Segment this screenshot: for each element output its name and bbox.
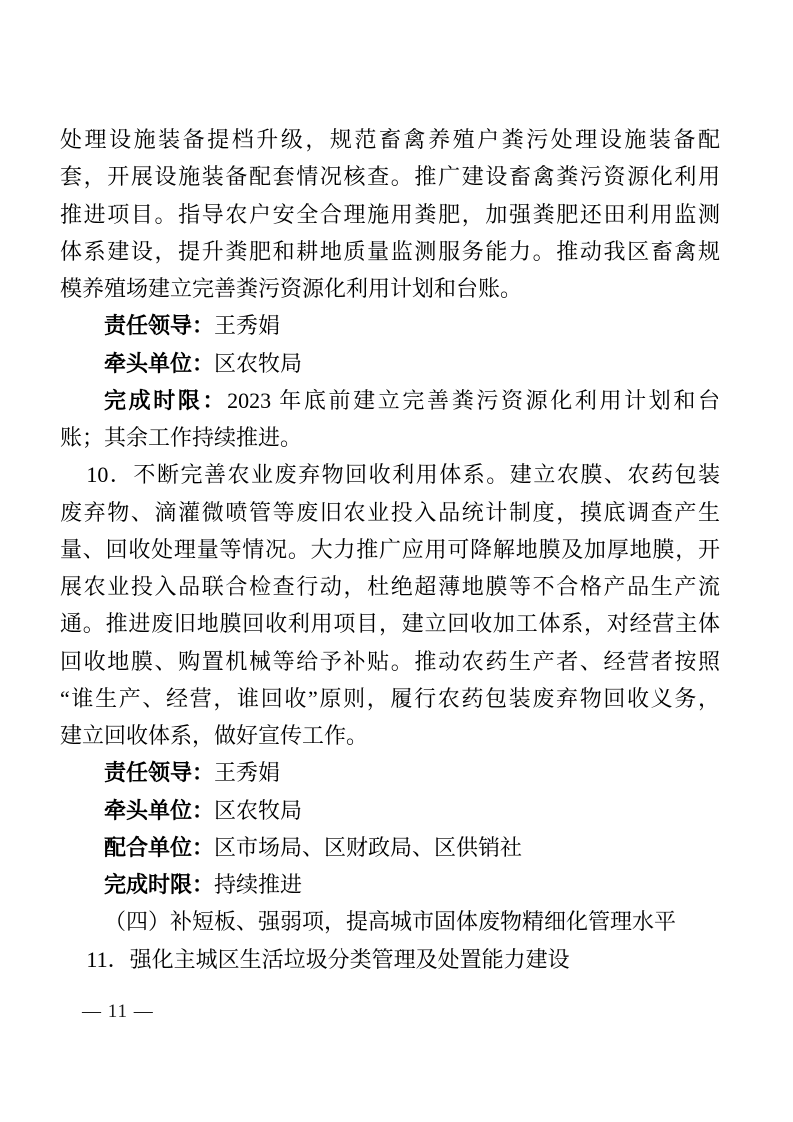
paragraph-line: 模养殖场建立完善粪污资源化利用计划和台账。 xyxy=(60,276,523,301)
deadline-line xyxy=(60,866,720,903)
deadline-line xyxy=(60,382,720,419)
item-10-line: 废弃物、滴灌微喷管等废旧农业投入品统计制度，摸底调查产生 xyxy=(60,499,720,525)
support-unit-line xyxy=(60,829,720,866)
duty-leader-value: 王秀娟 xyxy=(214,313,281,339)
deadline-value: 持续推进 xyxy=(214,872,303,897)
document-body xyxy=(60,121,720,978)
paragraph-line: 处理设施装备提档升级，规范畜禽养殖户粪污处理设施装备配 xyxy=(60,127,720,152)
item-10-line: 量、回收处理量等情况。大力推广应用可降解地膜及加厚地膜，开 xyxy=(60,536,720,562)
paragraph-line: 推进项目。指导农户安全合理施用粪肥，加强粪肥还田利用监测 xyxy=(60,201,720,227)
paragraph-line: 套，开展设施装备配套情况核查。推广建设畜禽粪污资源化利用 xyxy=(60,164,720,190)
support-unit-label: 配合单位： xyxy=(104,834,215,860)
support-unit-value: 区市场局、区财政局、区供销社 xyxy=(214,834,523,860)
item-11-heading: 11．强化主城区生活垃圾分类管理及处置能力建设 xyxy=(86,946,570,972)
lead-unit-line xyxy=(60,792,720,829)
paragraph-line: 体系建设，提升粪肥和耕地质量监测服务能力。推动我区畜禽规 xyxy=(60,238,720,264)
deadline-label: 完成时限： xyxy=(104,387,228,413)
item-10-line: 建立回收体系，做好宣传工作。 xyxy=(60,723,369,748)
item-10-line: 通。推进废旧地膜回收利用项目，建立回收加工体系，对经营主体 xyxy=(60,611,720,637)
duty-leader-line xyxy=(60,754,720,791)
lead-unit-value: 区农牧局 xyxy=(214,350,303,376)
deadline-line-continued: 账；其余工作持续推进。 xyxy=(60,425,303,450)
duty-leader-line xyxy=(60,307,720,344)
lead-unit-label: 牵头单位： xyxy=(104,350,215,376)
lead-unit-line xyxy=(60,345,720,382)
page-number: — 11 — xyxy=(82,1001,154,1022)
duty-leader-label: 责任领导： xyxy=(104,313,215,339)
item-10-line: 展农业投入品联合检查行动，杜绝超薄地膜等不合格产品生产流 xyxy=(60,574,720,599)
lead-unit-label: 牵头单位： xyxy=(104,797,215,823)
item-10-line: 回收地膜、购置机械等给予补贴。推动农药生产者、经营者按照 xyxy=(60,648,720,674)
item-10-line: “谁生产、经营，谁回收”原则，履行农药包装废弃物回收义务， xyxy=(60,685,720,711)
duty-leader-label: 责任领导： xyxy=(104,760,215,786)
item-10-line: 10．不断完善农业废弃物回收利用体系。建立农膜、农药包装 xyxy=(86,462,720,488)
deadline-label: 完成时限： xyxy=(104,872,215,897)
lead-unit-value: 区农牧局 xyxy=(214,797,303,823)
deadline-value: 2023 年底前建立完善粪污资源化利用计划和台 xyxy=(227,387,720,413)
section-4-heading: （四）补短板、强弱项，提高城市固体废物精细化管理水平 xyxy=(104,909,677,935)
duty-leader-value: 王秀娟 xyxy=(214,760,281,786)
